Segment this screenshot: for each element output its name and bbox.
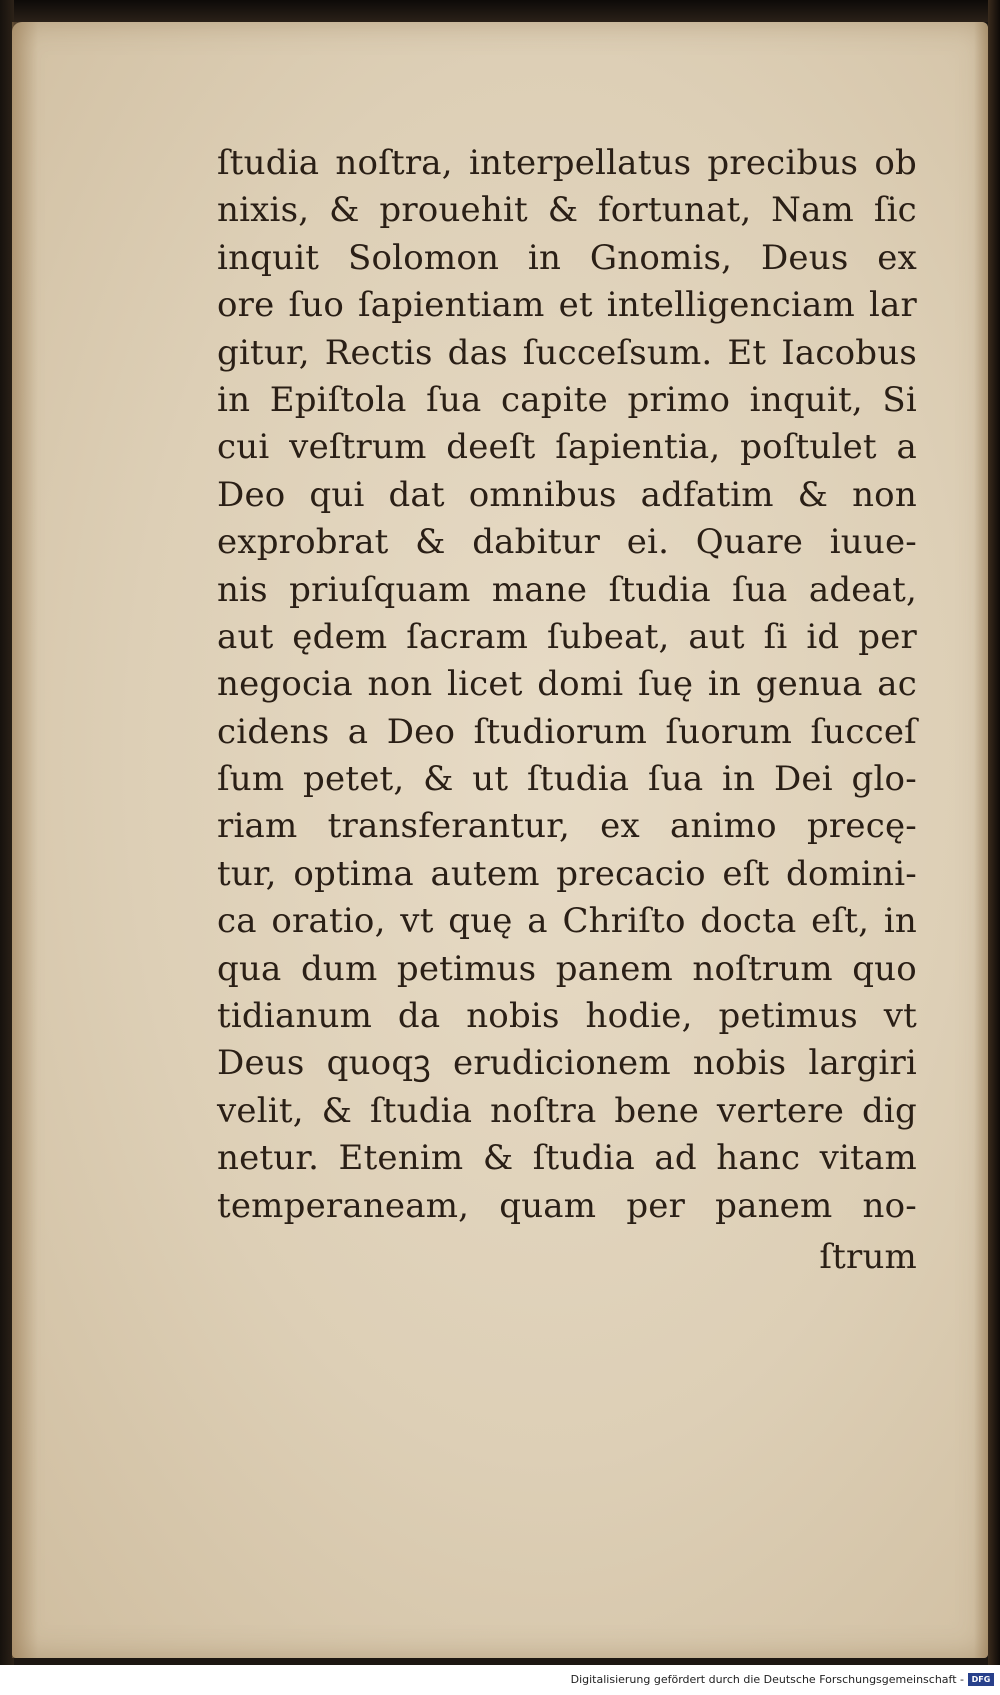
page-text-block: [217, 140, 917, 1281]
text-line: ſtudia noſtra, interpellatus precibus ob: [217, 143, 917, 183]
dfg-logo: DFG: [968, 1673, 994, 1686]
text-line: nixis, & prouehit & fortunat, Nam ſic: [217, 190, 917, 231]
digitization-footer: [0, 1665, 1000, 1695]
text-line: tur, optima autem precacio eſt domini-: [217, 853, 917, 894]
text-line: Deus quoqꝫ erudicionem nobis largiri: [217, 1043, 917, 1084]
text-line: negocia non licet domi ſuę in genua ac: [217, 664, 917, 705]
text-line: temperaneam, quam per panem no-: [217, 1185, 917, 1226]
text-line: riam transferantur, ex animo precę-: [217, 806, 917, 847]
text-line: exprobrat & dabitur ei. Quare iuue-: [217, 522, 917, 563]
text-line: inquit Solomon in Gnomis, Deus ex: [217, 237, 917, 278]
text-line: cidens a Deo ſtudiorum ſuorum ſucceſ: [217, 711, 917, 752]
page-fore-edge: [974, 22, 988, 1658]
text-line: ſum petet, & ut ſtudia ſua in Dei glo-: [217, 759, 917, 800]
text-line: nis priuſquam mane ſtudia ſua adeat,: [217, 569, 917, 610]
book-page: [12, 22, 988, 1658]
text-line: netur. Etenim & ſtudia ad hanc vitam: [217, 1138, 917, 1179]
text-line: qua dum petimus panem noſtrum quo: [217, 948, 917, 989]
funding-credit: Digitalisierung gefördert durch die Deutsche Forschungsgemeinschaft -: [570, 1673, 964, 1686]
text-line: aut ędem ſacram ſubeat, aut ſi id per: [217, 616, 917, 657]
catchword: ſtrum: [819, 1236, 917, 1277]
text-line: ore ſuo ſapientiam et intelligenciam lar: [217, 285, 917, 326]
text-line: gitur, Rectis das ſucceſsum. Et Iacobus: [217, 332, 917, 373]
text-line: tidianum da nobis hodie, petimus vt: [217, 996, 917, 1037]
text-line: cui veſtrum deeſt ſapientia, poſtulet a: [217, 427, 917, 468]
page-gutter: [12, 22, 38, 1658]
text-line: in Epiſtola ſua capite primo inquit, Si: [217, 379, 917, 420]
book-edge-right: [988, 0, 1000, 1665]
text-line: velit, & ſtudia noſtra bene vertere dig: [217, 1090, 917, 1131]
text-line: Deo qui dat omnibus adfatim & non: [217, 474, 917, 515]
book-edge-top: [0, 0, 1000, 22]
text-line: ca oratio, vt quę a Chriſto docta eſt, in: [217, 901, 917, 942]
